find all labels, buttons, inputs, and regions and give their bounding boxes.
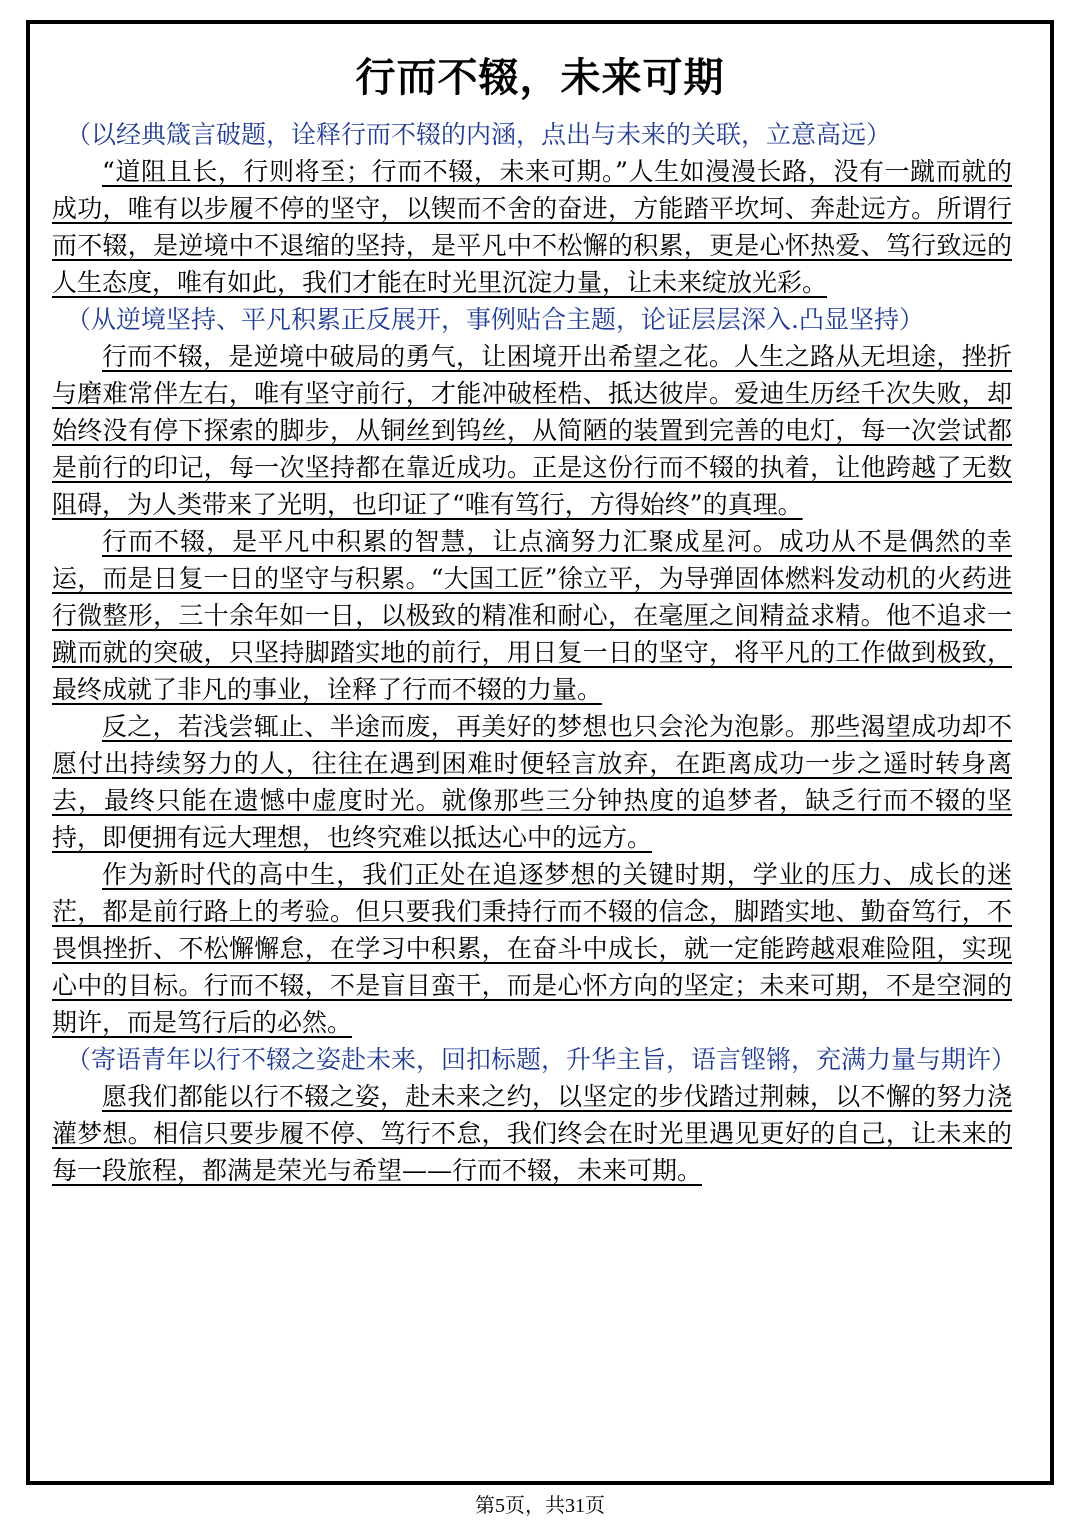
annotation-body: （从逆境坚持、平凡积累正反展开，事例贴合主题，论证层层深入.凸显坚持） (66, 305, 924, 334)
page-number: 第5页，共31页 (475, 1495, 605, 1517)
paragraph-5 (52, 856, 1012, 1041)
paragraph-2-text: 行而不辍，是逆境中破局的勇气，让困境开出希望之花。人生之路从无坦途，挫折与磨难常伴左右，唯有坚守前行，才能冲破桎梏、抵达彼岸。爱迪生历经千次失败，却始终没有停下探索的脚步，从铜丝到钨丝，从简陋的装置到完善的电灯，每一次尝试都是前行的印记，每一次坚持都在靠近成功。正是这份行而不辍的执着，让他跨越了无数阻碍，为人类带来了光明，也印证了“唯有笃行，方得始终”的真理。 (52, 342, 1012, 519)
paragraph-4-text: 反之，若浅尝辄止、半途而废，再美好的梦想也只会沦为泡影。那些渴望成功却不愿付出持续努力的人，往往在遇到困难时便轻言放弃，在距离成功一步之遥时转身离去，最终只能在遗憾中虚度时光。就像那些三分钟热度的追梦者，缺乏行而不辍的坚持，即便拥有远大理想，也终究难以抵达心中的远方。 (52, 712, 1012, 852)
paragraph-1-text: “道阻且长，行则将至；行而不辍，未来可期。”人生如漫漫长路，没有一蹴而就的成功，唯有以步履不停的坚守，以锲而不舍的奋进，方能踏平坎坷、奔赴远方。所谓行而不辍，是逆境中不退缩的坚持，是平凡中不松懈的积累，更是心怀热爱、笃行致远的人生态度，唯有如此，我们才能在时光里沉淀力量，让未来绽放光彩。 (52, 157, 1012, 297)
paragraph-3 (52, 523, 1012, 708)
paragraph-5-text: 作为新时代的高中生，我们正处在追逐梦想的关键时期，学业的压力、成长的迷茫，都是前行路上的考验。但只要我们秉持行而不辍的信念，脚踏实地、勤奋笃行，不畏惧挫折、不松懈懈怠，在学习中积累，在奋斗中成长，就一定能跨越艰难险阻，实现心中的目标。行而不辍，不是盲目蛮干，而是心怀方向的坚定；未来可期，不是空洞的期许，而是笃行后的必然。 (52, 860, 1012, 1037)
paragraph-2 (52, 338, 1012, 523)
page-title: 行而不辍，未来可期 (355, 55, 725, 101)
paragraph-3-text: 行而不辍，是平凡中积累的智慧，让点滴努力汇聚成星河。成功从不是偶然的幸运，而是日复一日的坚守与积累。“大国工匠”徐立平，为导弹固体燃料发动机的火药进行微整形，三十余年如一日，以极致的精准和耐心，在毫厘之间精益求精。他不追求一蹴而就的突破，只坚持脚踏实地的前行，用日复一日的坚守，将平凡的工作做到极致，最终成就了非凡的事业，诠释了行而不辍的力量。 (52, 527, 1012, 704)
paragraph-6-text: 愿我们都能以行不辍之姿，赴未来之约，以坚定的步伐踏过荆棘，以不懈的努力浇灌梦想。相信只要步履不停、笃行不怠，我们终会在时光里遇见更好的自己，让未来的每一段旅程，都满是荣光与希望——行而不辍，未来可期。 (52, 1082, 1012, 1185)
paragraph-6 (52, 1078, 1012, 1189)
paragraph-1 (52, 153, 1012, 301)
annotation-intro: （以经典箴言破题，诠释行而不辍的内涵，点出与未来的关联，立意高远） (66, 120, 892, 149)
essay-body (52, 116, 1017, 1189)
annotation-conclusion: （寄语青年以行不辍之姿赴未来，回扣标题，升华主旨，语言铿锵，充满力量与期许） (66, 1045, 1017, 1074)
paragraph-4 (52, 708, 1012, 856)
